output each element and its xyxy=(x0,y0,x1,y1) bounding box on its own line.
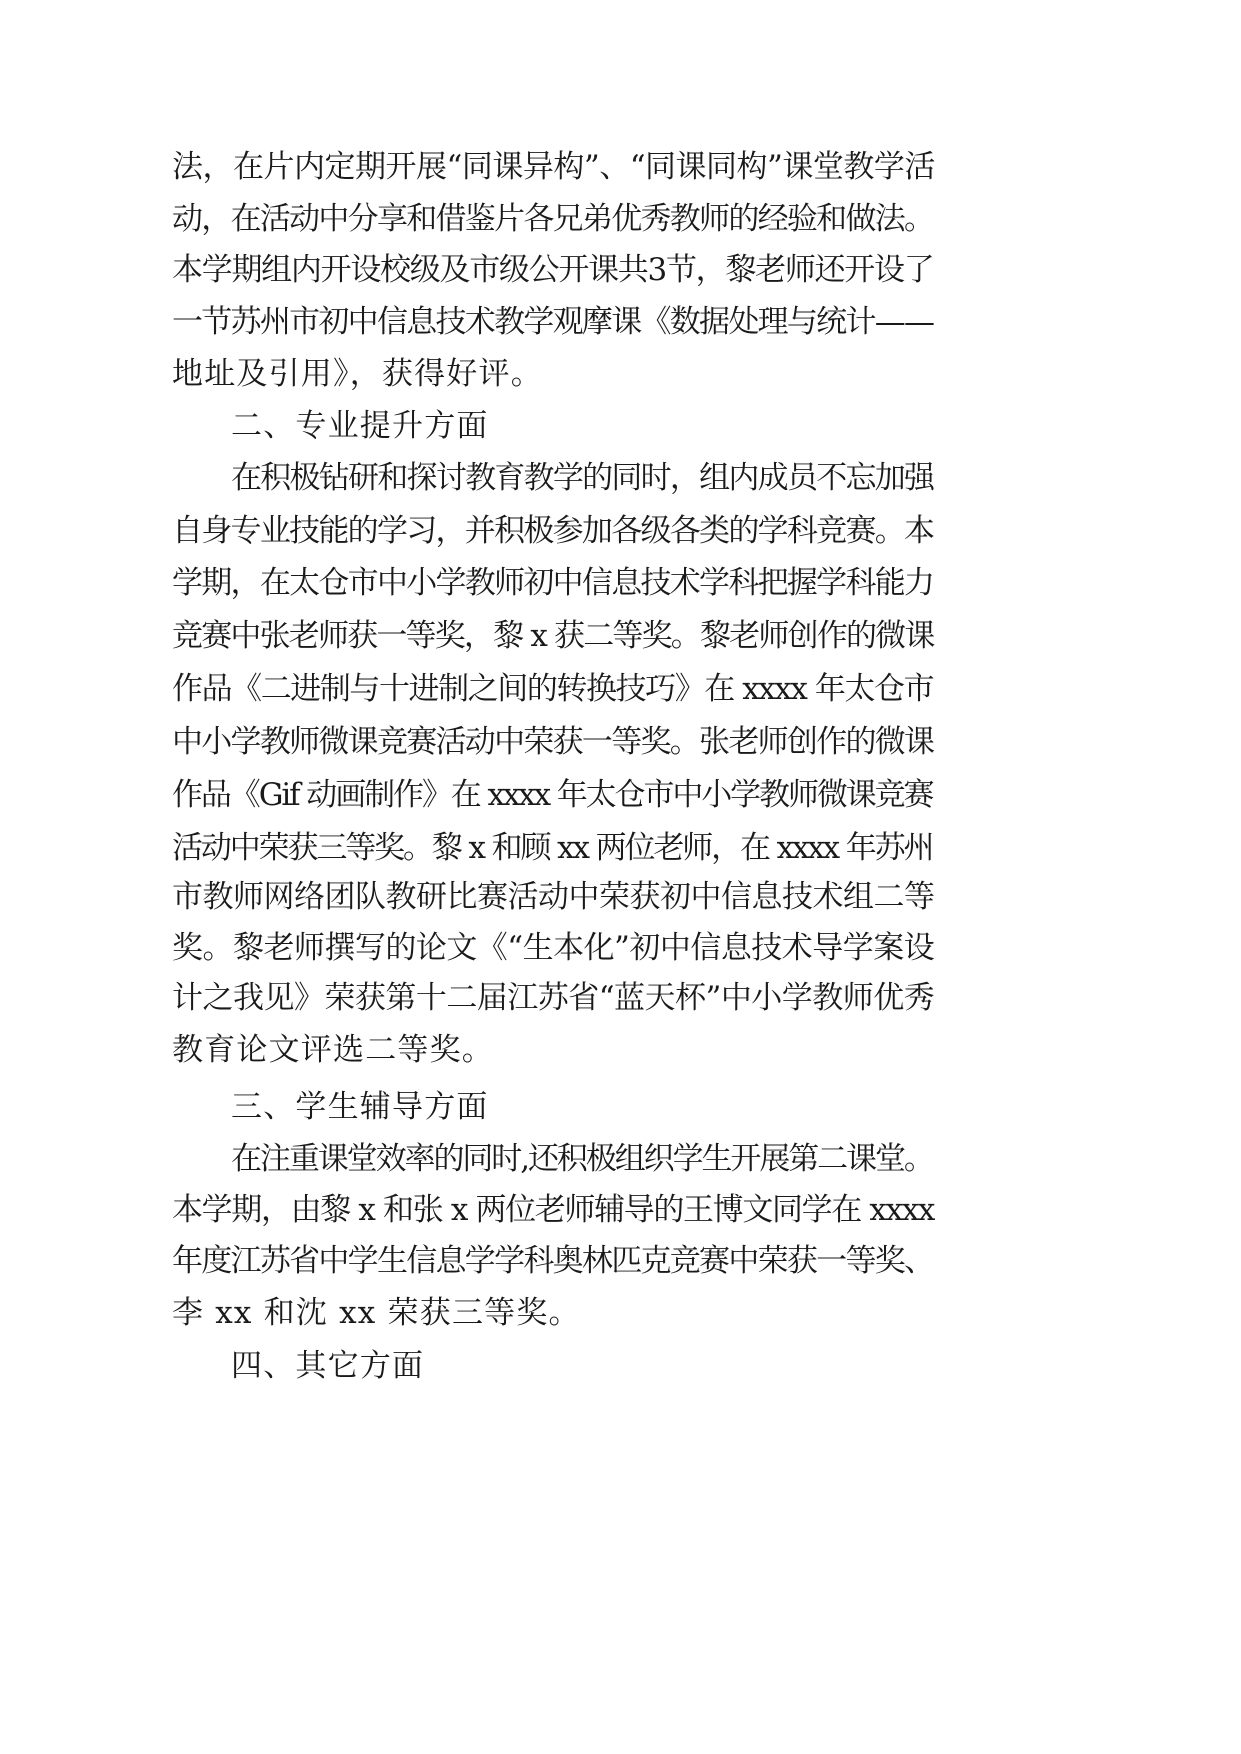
text-line: 教育论文评选二等奖。 xyxy=(172,1032,494,1068)
text-line: 作品《Gif 动画制作》在 xxxx 年太仓市中小学教师微课竞赛 xyxy=(172,777,933,813)
text-line: 学期，在太仓市中小学教师初中信息技术学科把握学科能力 xyxy=(172,565,934,601)
text-line: 自身专业技能的学习，并积极参加各级各类的学科竞赛。本 xyxy=(172,513,934,549)
text-line: 动，在活动中分享和借鉴片各兄弟优秀教师的经验和做法。 xyxy=(172,201,934,237)
section-heading: 二、专业提升方面 xyxy=(231,408,489,444)
text-line: 在积极钻研和探讨教育教学的同时，组内成员不忘加强 xyxy=(231,460,934,496)
text-line: 本学期组内开设校级及市级公开课共3节，黎老师还开设了 xyxy=(172,252,934,288)
text-line: 奖。黎老师撰写的论文《“生本化”初中信息技术导学案设 xyxy=(172,930,935,966)
text-line: 中小学教师微课竞赛活动中荣获一等奖。张老师创作的微课 xyxy=(172,724,934,760)
text-line: 法，在片内定期开展“同课异构”、“同课同构”课堂教学活 xyxy=(172,149,935,185)
text-line: 计之我见》荣获第十二届江苏省“蓝天杯”中小学教师优秀 xyxy=(172,980,935,1016)
text-line: 一节苏州市初中信息技术教学观摩课《数据处理与统计—— xyxy=(172,304,934,340)
text-line: 李 xx 和沈 xx 荣获三等奖。 xyxy=(172,1295,581,1331)
text-line: 在注重课堂效率的同时,还积极组织学生开展第二课堂。 xyxy=(231,1141,933,1177)
text-line: 作品《二进制与十进制之间的转换技巧》在 xxxx 年太仓市 xyxy=(172,671,934,707)
text-line: 活动中荣获三等奖。黎 x 和顾 xx 两位老师，在 xxxx 年苏州 xyxy=(172,830,933,866)
text-line: 本学期，由黎 x 和张 x 两位老师辅导的王博文同学在 xxxx xyxy=(172,1192,934,1228)
section-heading: 三、学生辅导方面 xyxy=(231,1089,489,1125)
text-line: 竞赛中张老师获一等奖，黎 x 获二等奖。黎老师创作的微课 xyxy=(172,618,934,654)
section-heading: 四、其它方面 xyxy=(231,1348,425,1384)
text-line: 年度江苏省中学生信息学学科奥林匹克竞赛中荣获一等奖、 xyxy=(172,1243,934,1279)
text-line: 地址及引用》，获得好评。 xyxy=(172,356,543,392)
text-line: 市教师网络团队教研比赛活动中荣获初中信息技术组二等 xyxy=(172,879,935,915)
